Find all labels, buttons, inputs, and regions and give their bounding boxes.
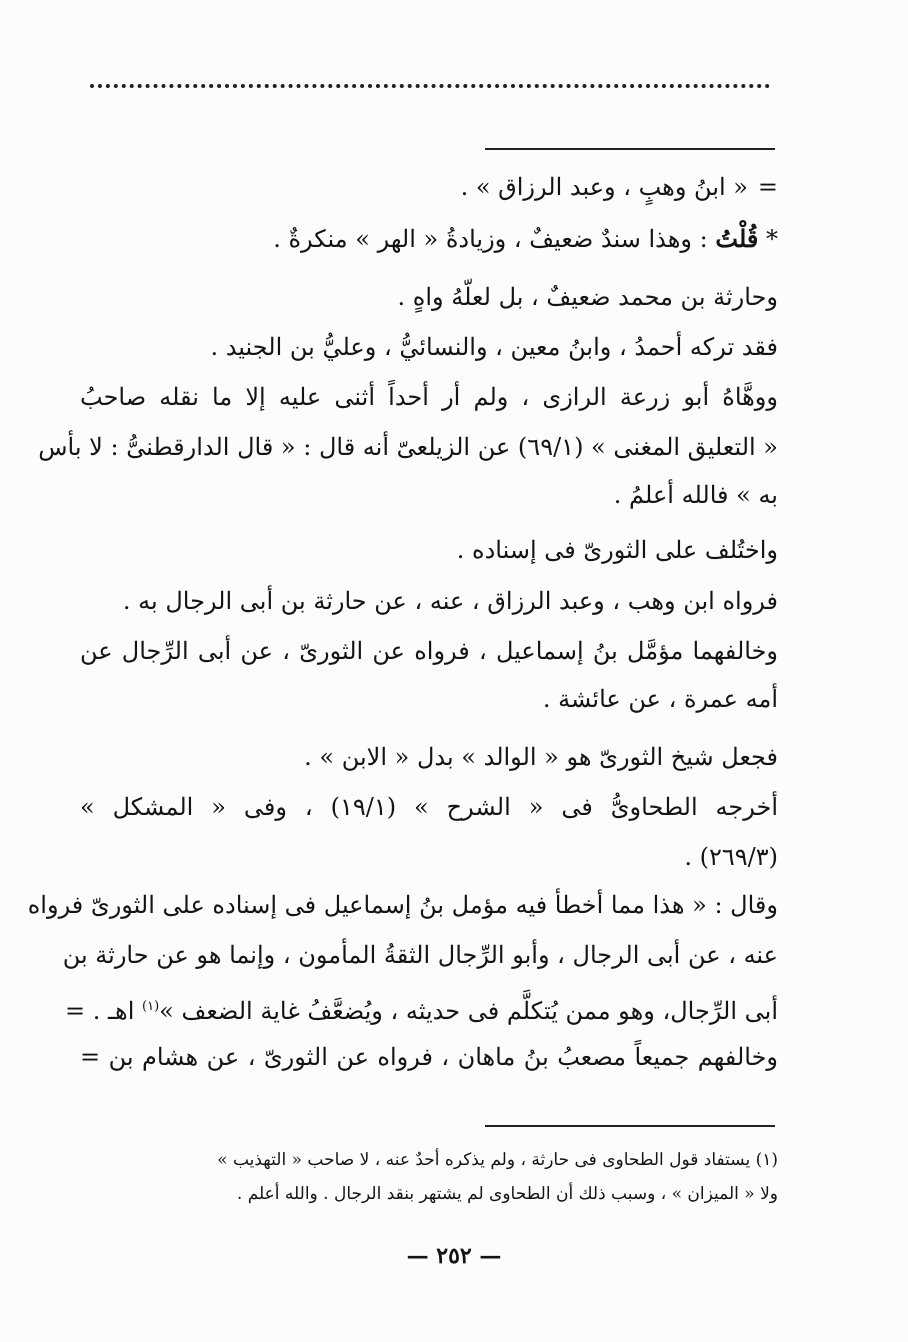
footnote-ref: (١) — [142, 999, 160, 1014]
text-span: اهـ . = — [65, 997, 135, 1025]
text-line: فرواه ابن وهب ، وعبد الرزاق ، عنه ، عن حارثة بن أبى الرجال به . — [122, 587, 778, 615]
text-line: وخالفهم جميعاً مصعبُ بنُ ماهان ، فرواه عن الثورىّ ، عن هشام بن = — [80, 1043, 779, 1071]
text-line: فقد تركه أحمدُ ، وابنُ معين ، والنسائيُّ ، وعليُّ بن الجنيد . — [210, 333, 778, 361]
text-line: وخالفهما مؤمَّل بنُ إسماعيل ، فرواه عن الثورىّ ، عن أبى الرِّجال عن — [80, 637, 778, 665]
text-line: ووهَّاهُ أبو زرعة الرازى ، ولم أر أحداً أثنى عليه إلا ما نقله صاحبُ — [80, 383, 778, 411]
star-marker: * — [766, 225, 778, 253]
continuation-mark: = — [757, 173, 778, 201]
footnote-line: (١) يستفاد قول الطحاوى فى حارثة ، ولم يذكره أحدٌ عنه ، لا صاحب « التهذيب » — [217, 1150, 778, 1170]
footnote-line: ولا « الميزان » ، وسبب ذلك أن الطحاوى لم يشتهر بنقد الرجال . والله أعلم . — [236, 1184, 778, 1204]
text-line: « ابنُ وهبٍ ، وعبد الرزاق » . — [460, 173, 748, 201]
text-line: « التعليق المغنى » (٦٩/١) عن الزيلعىّ أنه قال : « قال الدارقطنىُّ : لا بأس — [38, 433, 778, 461]
text-line: واختُلف على الثورىّ فى إسناده . — [456, 536, 778, 564]
header-dotted-rule — [90, 84, 770, 88]
text-line: فجعل شيخ الثورىّ هو « الوالد » بدل « الابن » . — [304, 743, 778, 771]
text-line: وحارثة بن محمد ضعيفٌ ، بل لعلّهُ واهٍ . — [397, 283, 778, 311]
text-line: به » فالله أعلمُ . — [613, 481, 778, 509]
page-number: — ٢٥٢ — — [406, 1243, 502, 1269]
separator-rule — [485, 148, 775, 150]
text-line — [65, 990, 778, 1028]
qultu-heading: قُلْتُ — [715, 224, 759, 253]
text-line: عنه ، عن أبى الرجال ، وأبو الرِّجال الثقةُ المأمون ، وإنما هو عن حارثة بن — [62, 941, 778, 969]
text-line: أخرجه الطحاوىُّ فى « الشرح » (١٩/١) ، وفى « المشكل » — [80, 793, 778, 821]
text-line — [80, 222, 778, 256]
footnote-rule — [485, 1125, 775, 1127]
text-span: : وهذا سندٌ ضعيفٌ ، وزيادةُ « الهر » منكرةٌ . — [273, 225, 708, 253]
text-line: أمه عمرة ، عن عائشة . — [542, 685, 778, 713]
text-line: وقال : « هذا مما أخطأ فيه مؤمل بنُ إسماعيل فى إسناده على الثورىّ فرواه — [27, 891, 778, 919]
text-span: أبى الرِّجال، وهو ممن يُتكلَّم فى حديثه ، ويُضعَّفُ غاية الضعف » — [159, 997, 778, 1025]
text-line: (٢٦٩/٣) . — [684, 843, 778, 871]
